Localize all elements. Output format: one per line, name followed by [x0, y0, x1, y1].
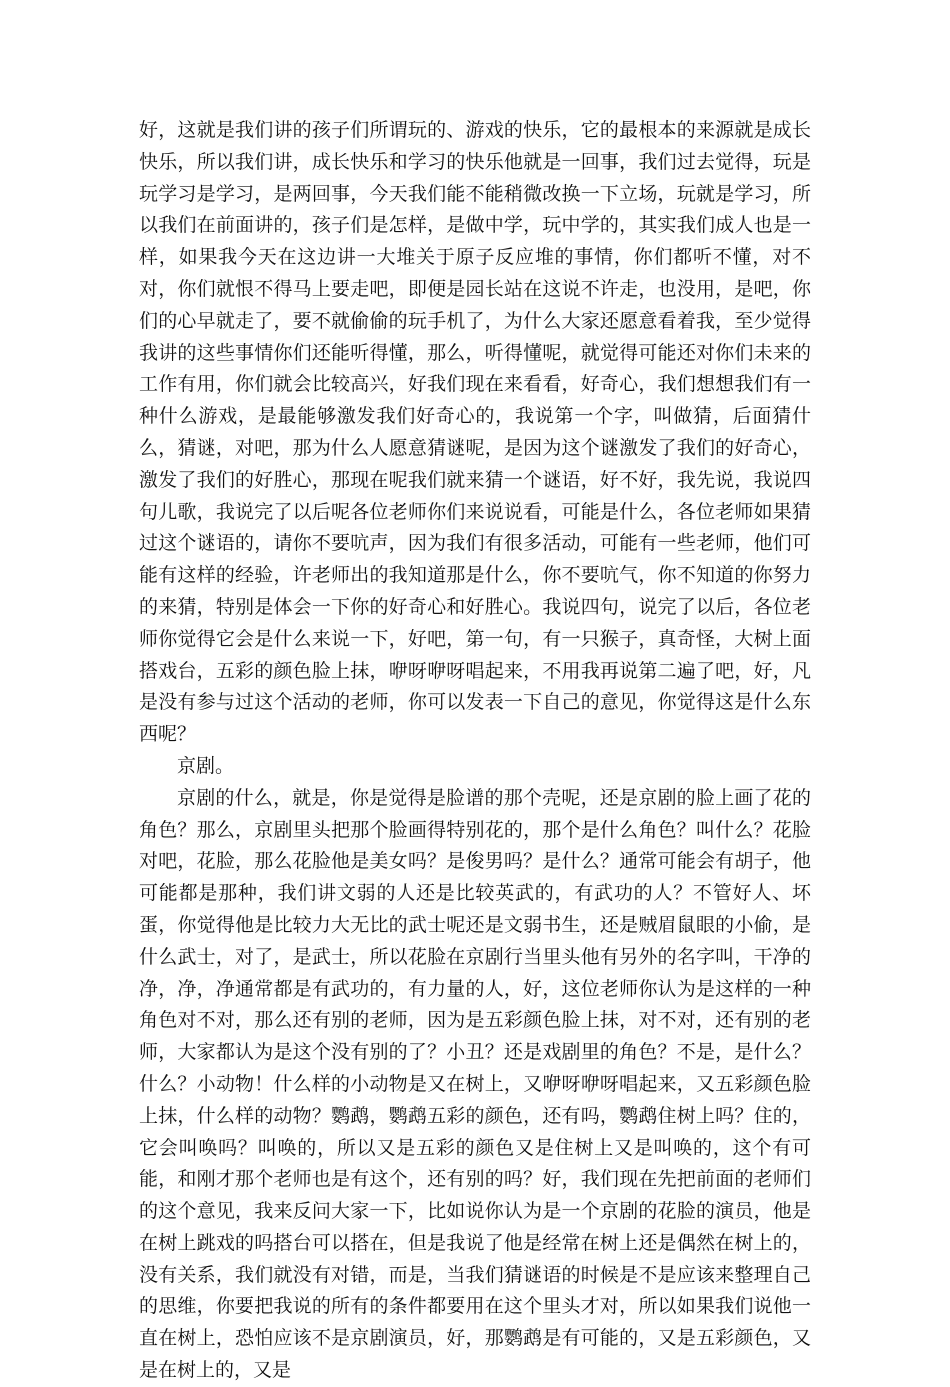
paragraph-1: 好，这就是我们讲的孩子们所谓玩的、游戏的快乐，它的最根本的来源就是成长快乐，所以我们讲，成长快乐和学习的快乐他就是一回事，我们过去觉得，玩是玩学习是学习，是两回事，今天我们能不能稍微改换一下立场，玩就是学习，所以我们在前面讲的，孩子们是怎样，是做中学，玩中学的，其实我们成人也是一样，如果我今天在这边讲一大堆关于原子反应堆的事情，你们都听不懂，对不对，你们就恨不得马上要走吧，即便是园长站在这说不许走，也没用，是吧，你们的心早就走了，要不就偷偷的玩手机了，为什么大家还愿意看着我，至少觉得我讲的这些事情你们还能听得懂，那么，听得懂呢，就觉得可能还对你们未来的工作有用，你们就会比较高兴，好我们现在来看看，好奇心，我们想想我们有一种什么游戏，是最能够激发我们好奇心的，我说第一个字，叫做猜，后面猜什么，猜谜，对吧，那为什么人愿意猜谜呢，是因为这个谜激发了我们的好奇心，激发了我们的好胜心，那现在呢我们就来猜一个谜语，好不好，我先说，我说四句儿歌，我说完了以后呢各位老师你们来说说看，可能是什么，各位老师如果猜过这个谜语的，请你不要吭声，因为我们有很多活动，可能有一些老师，他们可能有这样的经验，许老师出的我知道那是什么，你不要吭气，你不知道的你努力的来猜，特别是体会一下你的好奇心和好胜心。我说四句，说完了以后，各位老师你觉得它会是什么来说一下，好吧，第一句，有一只猴子，真奇怪，大树上面搭戏台，五彩的颜色脸上抹，咿呀咿呀唱起来，不用我再说第二遍了吧，好，凡是没有参与过这个活动的老师，你可以发表一下自己的意见，你觉得这是什么东西呢？ [139, 119, 811, 746]
paragraph-3: 京剧的什么，就是，你是觉得是脸谱的那个壳呢，还是京剧的脸上画了花的角色？那么，京剧里头把那个脸画得特别花的，那个是什么角色？叫什么？花脸对吧，花脸，那么花脸他是美女吗？是俊男吗？是什么？通常可能会有胡子，他可能都是那种，我们讲文弱的人还是比较英武的，有武功的人？不管好人、坏蛋，你觉得他是比较力大无比的武士呢还是文弱书生，还是贼眉鼠眼的小偷，是什么武士，对了，是武士，所以花脸在京剧行当里头他有另外的名字叫，干净的净，净，净通常都是有武功的，有力量的人，好，这位老师你认为是这样的一种角色对不对，那么还有别的老师，因为是五彩颜色脸上抹，对不对，还有别的老师，大家都认为是这个没有别的了？小丑？还是戏剧里的角色？不是，是什么？什么？小动物！什么样的小动物是又在树上，又咿呀咿呀唱起来，又五彩颜色脸上抹，什么样的动物？鹦鹉，鹦鹉五彩的颜色，还有吗，鹦鹉住树上吗？住的，它会叫唤吗？叫唤的，所以又是五彩的颜色又是住树上又是叫唤的，这个有可能，和刚才那个老师也是有这个，还有别的吗？好，我们现在先把前面的老师们的这个意见，我来反问大家一下，比如说你认为是一个京剧的花脸的演员，他是在树上跳戏的吗搭台可以搭在，但是我说了他是经常在树上还是偶然在树上的，没有关系，我们就没有对错，而是，当我们猜谜语的时候是不是应该来整理自己的思维，你要把我说的所有的条件都要用在这个里头才对，所以如果我们说他一直在树上，恐怕应该不是京剧演员，好，那鹦鹉是有可能的，又是五彩颜色，又是在树上的，又是 [139, 786, 811, 1382]
document-body [139, 115, 811, 1387]
paragraph-2: 京剧。 [177, 754, 235, 777]
